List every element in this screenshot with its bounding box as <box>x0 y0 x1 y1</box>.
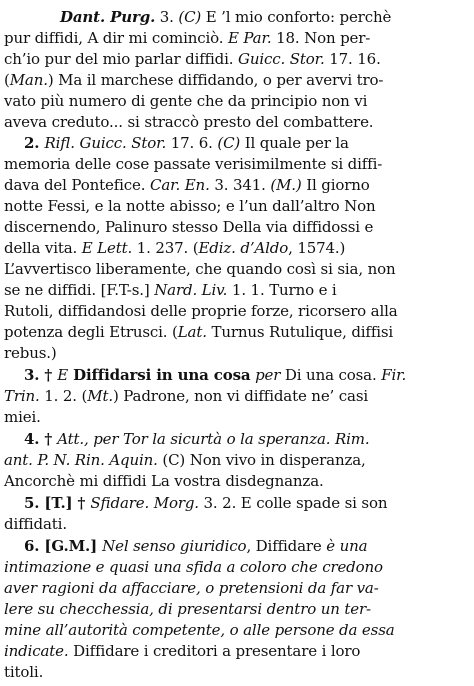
text-line <box>4 598 371 620</box>
source-marker: Mt. <box>87 387 113 405</box>
text-line <box>4 174 370 196</box>
source-marker: Man. <box>9 71 48 89</box>
text-line <box>4 300 398 322</box>
author-citation: Fir. <box>381 366 407 384</box>
text-line <box>4 513 67 535</box>
quotation-text: L’avvertisco liberamente, che quando così si sia, non <box>4 260 396 278</box>
definition-text: Rifl. Guicc. Stor. <box>44 134 167 152</box>
quotation-text: 1. 1. Turno e i <box>227 281 337 299</box>
quotation-text: Il quale per la <box>240 134 349 152</box>
text-line <box>4 556 383 578</box>
quotation-text: rebus.) <box>4 344 57 362</box>
sense-number: 5. [T.] † <box>24 494 91 512</box>
definition-text: Nel senso giuridico <box>102 537 247 555</box>
author-citation: E Par. <box>227 29 272 47</box>
citation-number: 17. 16. <box>324 50 381 68</box>
edition-reference: Ediz. d’Aldo <box>198 239 289 257</box>
author-citation: Guicc. Stor. <box>238 50 325 68</box>
quotation-text: Ancorchè mi diffidi La vostra disdegnanza. <box>4 472 324 490</box>
definition-text: , Diffidare <box>246 537 327 555</box>
quotation-text: dava del Pontefice. <box>4 176 151 194</box>
definition-text: Sfidare. Morg. <box>90 494 199 512</box>
sense-heading-line <box>24 492 387 514</box>
quotation-text: se ne diffidi. [F.T-s.] <box>4 281 155 299</box>
language-marker: Lat. <box>177 323 207 341</box>
text-line <box>4 279 337 301</box>
definition-text: Att., per Tor la sicurtà o la speranza. Rim. <box>57 430 370 448</box>
text-line <box>4 90 367 112</box>
definition-text: aver ragioni da affacciare, o pretensioni da far va- <box>4 579 379 597</box>
source-marker: (C) <box>178 8 202 26</box>
sense-number: 3. † <box>24 366 58 384</box>
author-citation: ant. P. N. Rin. Aquin. <box>4 451 158 469</box>
punctuation: ( <box>4 71 10 89</box>
text-line <box>4 321 393 343</box>
definition-text: Di una cosa. <box>280 366 382 384</box>
definition-text: intimazione e quasi una sfida a coloro che credono <box>4 558 383 576</box>
text-line <box>4 195 376 217</box>
quotation-text: 3. 2. E colle spade si son <box>198 494 388 512</box>
quotation-text: potenza degli Etrusci. ( <box>4 323 178 341</box>
quotation-text: miei. <box>4 408 41 426</box>
definition-text: per <box>250 366 281 384</box>
quotation-text: (C) Non vivo in disperanza, <box>157 451 366 469</box>
citation-number: 1. 2. ( <box>39 387 88 405</box>
text-line <box>4 385 368 407</box>
quotation-text: aveva creduto... si straccò presto del combattere. <box>4 113 374 131</box>
quotation-text: Turnus Rutulique, diffisi <box>206 323 394 341</box>
quotation-text: ) Padrone, non vi diffidate ne’ casi <box>112 387 369 405</box>
author-citation: Car. En. <box>150 176 210 194</box>
quotation-text: discernendo, Palinuro stesso Della via diffidossi e <box>4 218 374 236</box>
text-line <box>60 6 391 28</box>
quotation-text: vato più numero di gente che da principio non vi <box>4 92 368 110</box>
quotation-text: Diffidare i creditori a presentare i loro <box>68 642 361 660</box>
definition-text: è una <box>326 537 368 555</box>
sense-number: 4. † <box>24 430 58 448</box>
author-citation: Dant. Purg. <box>60 8 156 26</box>
text-line <box>4 661 43 683</box>
text-line <box>4 153 382 175</box>
citation-number: 17. 6. <box>166 134 218 152</box>
author-citation: Nard. Liv. <box>154 281 228 299</box>
text-line <box>4 48 381 70</box>
text-line <box>4 69 383 91</box>
quotation-text: Rutoli, diffidandosi delle proprie forze, ricorsero alla <box>4 302 398 320</box>
sense-heading-line <box>24 428 369 450</box>
text-line <box>4 577 379 599</box>
sense-heading-line <box>24 535 367 557</box>
headword-phrase: Diffidarsi in una cosa <box>68 366 251 384</box>
quotation-text: notte Fessi, e la notte abisso; e l’un dall’altro Non <box>4 197 376 215</box>
sense-heading-line <box>24 364 406 386</box>
author-citation: Trin. <box>4 387 40 405</box>
text-line <box>4 237 345 259</box>
definition-text: mine all’autorità competente, o alle persone da essa <box>4 621 395 639</box>
text-line <box>4 258 396 280</box>
quotation-text: ch’io pur del mio parlar diffidi. <box>4 50 239 68</box>
text-line <box>4 342 57 364</box>
definition-text: indicate. <box>4 642 69 660</box>
text-line <box>4 406 41 428</box>
quotation-text: diffidati. <box>4 515 67 533</box>
text-line <box>4 640 360 662</box>
text-line <box>4 449 366 471</box>
citation-number: 18. Non per- <box>271 29 371 47</box>
sense-heading-line <box>24 132 349 154</box>
text-line <box>4 470 324 492</box>
quotation-text: titoli. <box>4 663 44 681</box>
source-marker: (M.) <box>270 176 302 194</box>
text-line <box>4 619 395 641</box>
text-line <box>4 27 370 49</box>
citation-number: , 1574.) <box>288 239 346 257</box>
text-line <box>4 111 373 133</box>
citation-number: 3. 341. <box>209 176 271 194</box>
source-marker: E <box>57 366 69 384</box>
author-citation: E Lett. <box>81 239 133 257</box>
dictionary-page <box>4 2 468 684</box>
quotation-text: ) Ma il marchese diffidando, o per avervi tro- <box>47 71 384 89</box>
quotation-text: della vita. <box>4 239 82 257</box>
sense-number: 2. <box>24 134 45 152</box>
definition-text: lere su checchessia, di presentarsi dentro un ter- <box>4 600 371 618</box>
quotation-text: memoria delle cose passate verisimilmente si diffi- <box>4 155 383 173</box>
quotation-text: Il giorno <box>301 176 370 194</box>
quotation-text: pur diffidi, A dir mi cominciò. <box>4 29 228 47</box>
citation-number: 1. 237. ( <box>132 239 199 257</box>
citation-number: 3. <box>155 8 179 26</box>
text-line <box>4 216 373 238</box>
sense-number: 6. [G.M.] <box>24 537 103 555</box>
quotation-text: E ’l mio conforto: perchè <box>201 8 392 26</box>
source-marker: (C) <box>217 134 241 152</box>
